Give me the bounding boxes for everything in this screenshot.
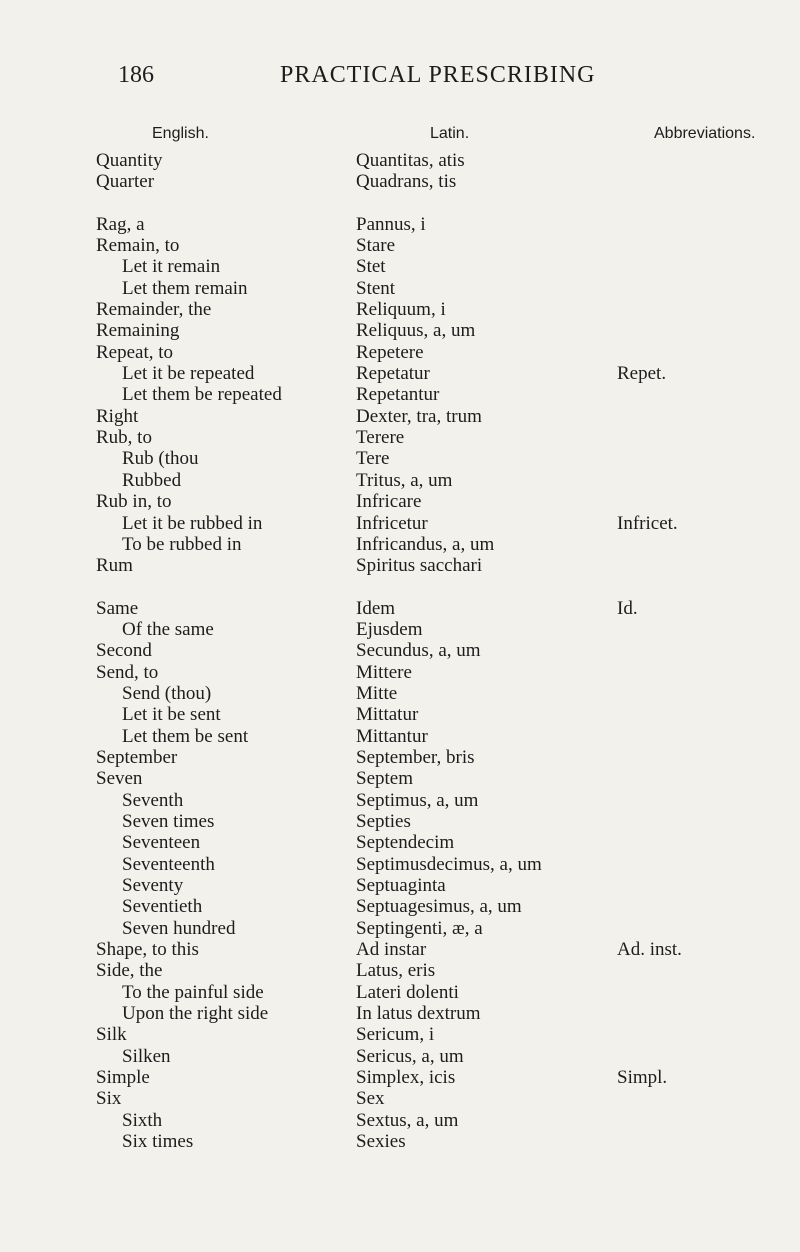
- english-term: Seven hundred: [122, 917, 236, 939]
- latin-term: Simplex, icis: [356, 1067, 456, 1089]
- abbreviation: Id.: [617, 597, 638, 619]
- english-term: Let them be repeated: [122, 384, 282, 406]
- latin-term: Ad instar: [356, 939, 427, 961]
- english-term: To be rubbed in: [122, 533, 242, 555]
- running-title: PRACTICAL PRESCRIBING: [280, 62, 596, 88]
- latin-term: Sexies: [356, 1131, 406, 1153]
- english-term: Second: [96, 640, 152, 662]
- glossary-row: [0, 960, 800, 981]
- glossary-row: [0, 406, 800, 427]
- latin-term: Mittatur: [356, 704, 419, 726]
- latin-term: Mittere: [356, 661, 412, 683]
- latin-term: Septem: [356, 768, 413, 790]
- latin-term: Tere: [356, 448, 390, 470]
- glossary-row: [0, 832, 800, 853]
- latin-term: Quadrans, tis: [356, 171, 457, 193]
- latin-term: Idem: [356, 597, 396, 619]
- abbreviation: Infricet.: [617, 512, 678, 534]
- latin-term: Stent: [356, 277, 396, 299]
- glossary-row: [0, 299, 800, 320]
- glossary-row: [0, 1024, 800, 1045]
- english-term: Same: [96, 597, 139, 619]
- glossary-row: [0, 662, 800, 683]
- english-term: Right: [96, 405, 139, 427]
- glossary-row: [0, 768, 800, 789]
- latin-term: Reliquum, i: [356, 299, 446, 321]
- latin-term: Spiritus sacchari: [356, 555, 483, 577]
- english-term: Seven: [96, 768, 143, 790]
- english-term: Rub, to: [96, 427, 152, 449]
- latin-term: Repetatur: [356, 363, 430, 385]
- glossary-row: [0, 854, 800, 875]
- glossary-row: [0, 939, 800, 960]
- latin-term: Septingenti, æ, a: [356, 917, 483, 939]
- english-term: Rubbed: [122, 469, 182, 491]
- glossary-row: [0, 171, 800, 192]
- english-term: Seven times: [122, 810, 215, 832]
- english-term: Remaining: [96, 320, 180, 342]
- latin-term: Mittantur: [356, 725, 428, 747]
- latin-column-header: Latin.: [430, 125, 470, 142]
- english-term: September: [96, 746, 178, 768]
- glossary-row: [0, 619, 800, 640]
- glossary-row: [0, 811, 800, 832]
- page-header: [0, 62, 800, 102]
- latin-term: Repetantur: [356, 384, 440, 406]
- glossary-row: [0, 1067, 800, 1088]
- glossary-row: [0, 747, 800, 768]
- latin-term: Ejusdem: [356, 618, 423, 640]
- abbreviation: Ad. inst.: [617, 939, 682, 961]
- glossary-row: [0, 491, 800, 512]
- latin-term: Secundus, a, um: [356, 640, 481, 662]
- english-term: Remain, to: [96, 235, 180, 257]
- latin-term: Septuagesimus, a, um: [356, 896, 522, 918]
- latin-term: Reliquus, a, um: [356, 320, 476, 342]
- glossary-row: [0, 235, 800, 256]
- glossary-row: [0, 598, 800, 619]
- glossary-row: [0, 320, 800, 341]
- english-term: Seventy: [122, 875, 184, 896]
- latin-term: Stare: [356, 235, 396, 257]
- latin-term: Dexter, tra, trum: [356, 405, 482, 427]
- latin-term: Mitte: [356, 682, 398, 704]
- latin-term: Septimusdecimus, a, um: [356, 853, 542, 875]
- latin-term: Sericus, a, um: [356, 1045, 464, 1067]
- english-term: Let it remain: [122, 256, 221, 278]
- english-term: To the painful side: [122, 981, 264, 1003]
- english-term: Six: [96, 1088, 122, 1110]
- glossary-row: [0, 427, 800, 448]
- latin-term: Latus, eris: [356, 960, 436, 982]
- english-term: Send, to: [96, 661, 159, 683]
- english-term: Seventieth: [122, 896, 203, 918]
- latin-term: Septies: [356, 810, 411, 832]
- english-term: Let it be sent: [122, 704, 221, 726]
- glossary-table: [0, 150, 800, 1152]
- latin-term: Sex: [356, 1088, 385, 1110]
- latin-term: Terere: [356, 427, 405, 449]
- latin-term: Pannus, i: [356, 213, 426, 235]
- page-number: 186: [118, 62, 154, 88]
- english-term: Let them be sent: [122, 725, 249, 747]
- english-term: Repeat, to: [96, 341, 174, 363]
- glossary-row: [0, 513, 800, 534]
- english-term: Seventeenth: [122, 853, 215, 875]
- glossary-row: [0, 790, 800, 811]
- latin-term: September, bris: [356, 746, 475, 768]
- latin-term: Infricandus, a, um: [356, 533, 495, 555]
- english-term: Rub in, to: [96, 491, 172, 513]
- glossary-row: [0, 704, 800, 725]
- glossary-row: [0, 256, 800, 277]
- english-term: Seventeen: [122, 832, 201, 854]
- glossary-row: [0, 875, 800, 896]
- glossary-row: [0, 448, 800, 469]
- latin-term: Infricare: [356, 491, 422, 513]
- latin-term: Lateri dolenti: [356, 981, 459, 1003]
- abbreviation: Simpl.: [617, 1067, 668, 1089]
- glossary-row: [0, 1003, 800, 1024]
- glossary-row: [0, 342, 800, 363]
- english-term: Simple: [96, 1067, 150, 1089]
- english-term: Quarter: [96, 171, 155, 193]
- english-term: Rub (thou: [122, 448, 199, 470]
- latin-term: In latus dextrum: [356, 1003, 481, 1025]
- latin-term: Infricetur: [356, 512, 428, 534]
- english-term: Six times: [122, 1131, 194, 1153]
- glossary-row: [0, 1088, 800, 1109]
- english-term: Let it be rubbed in: [122, 512, 263, 534]
- english-term: Rag, a: [96, 213, 145, 235]
- abbreviations-column-header: Abbreviations.: [654, 125, 756, 142]
- english-term: Rum: [96, 555, 133, 577]
- glossary-row: [0, 726, 800, 747]
- english-column-header: English.: [152, 125, 209, 142]
- latin-term: Sericum, i: [356, 1024, 435, 1046]
- glossary-row: [0, 384, 800, 405]
- latin-term: Stet: [356, 256, 386, 278]
- glossary-row: [0, 470, 800, 491]
- latin-term: Septimus, a, um: [356, 789, 479, 811]
- glossary-row: [0, 214, 800, 235]
- glossary-row: [0, 534, 800, 555]
- column-headers: [0, 125, 800, 149]
- english-term: Let it be repeated: [122, 363, 255, 385]
- glossary-row: [0, 1131, 800, 1152]
- latin-term: Septendecim: [356, 832, 455, 854]
- english-term: Remainder, the: [96, 299, 212, 321]
- glossary-row: [0, 982, 800, 1003]
- english-term: Silk: [96, 1024, 127, 1046]
- latin-term: Septuaginta: [356, 875, 446, 896]
- glossary-row: [0, 1110, 800, 1131]
- latin-term: Quantitas, atis: [356, 150, 465, 171]
- glossary-row: [0, 683, 800, 704]
- english-term: Silken: [122, 1045, 171, 1067]
- abbreviation: Repet.: [617, 363, 667, 385]
- glossary-row: [0, 918, 800, 939]
- english-term: Seventh: [122, 789, 184, 811]
- english-term: Side, the: [96, 960, 163, 982]
- glossary-row: [0, 363, 800, 384]
- glossary-row: [0, 1046, 800, 1067]
- latin-term: Sextus, a, um: [356, 1109, 459, 1131]
- english-term: Shape, to this: [96, 939, 199, 961]
- glossary-row: [0, 555, 800, 576]
- glossary-row: [0, 640, 800, 661]
- glossary-row: [0, 150, 800, 171]
- english-term: Sixth: [122, 1109, 163, 1131]
- english-term: Of the same: [122, 618, 214, 640]
- english-term: Quantity: [96, 150, 163, 171]
- english-term: Upon the right side: [122, 1003, 269, 1025]
- latin-term: Repetere: [356, 341, 424, 363]
- glossary-row: [0, 896, 800, 917]
- english-term: Send (thou): [122, 682, 212, 704]
- glossary-row: [0, 278, 800, 299]
- english-term: Let them remain: [122, 277, 248, 299]
- latin-term: Tritus, a, um: [356, 469, 453, 491]
